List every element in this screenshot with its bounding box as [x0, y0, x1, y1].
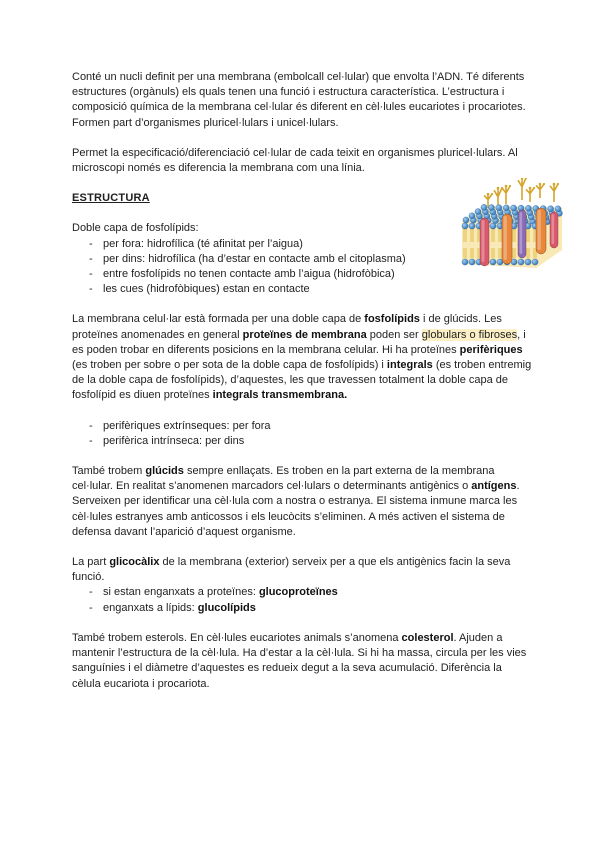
intro-paragraph-1: Conté un nucli definit per una membrana (embolcall cel·lular) que envolta l’ADN. Té diferents estructures (orgànuls) els quals tenen una funció i estructura característica. L’estructura i composició química de la membrana cel·lular és diferent en cèl·lules eucariotes i procariotes. Formen part d’organismes pluricel·lulars i unicel·lulars. — [72, 71, 526, 129]
text-run: si estan enganxats a proteïnes: — [103, 586, 259, 599]
term-integrals-transmembrana: integrals transmembrana. — [212, 389, 348, 402]
list-item: - entre fosfolípids no tenen contacte amb l’aigua (hidrofòbica) — [89, 267, 532, 282]
term-glucoproteines: glucoproteïnes — [258, 586, 338, 599]
text-run: La part — [72, 556, 110, 569]
text-run: , i es poden trobar en diferents posicions en la membrana celular. Hi ha proteïnes — [72, 328, 526, 356]
text-run: . Ajuden a mantenir l’estructura de la cèl·lula. Ha d’estar a la cèl·lula. Si hi ha massa, circula per les vies sanguínies i el diàmetre d’aquestes es redueix degut a la seva acumulació. Diferència la cèlula eucariota i procariota. — [72, 631, 527, 690]
text-run: (es troben per sobre o per sota de la doble capa de fosfolípids) i — [72, 359, 387, 372]
section-heading: ESTRUCTURA — [72, 192, 150, 205]
glycocalyx-paragraph — [72, 555, 532, 585]
text-run: de la membrana (exterior) serveix per a que els antigènics facin la seva funció. — [72, 556, 511, 584]
term-proteines-membrana: proteïnes de membrana — [242, 328, 367, 341]
sterols-paragraph — [72, 631, 532, 692]
text-run: sempre enllaçats. Es troben en la part externa de la membrana cel·lular. En realitat s’anomenen marcadors cel·lulars o determinants antigènics o — [72, 465, 495, 493]
term-integrals: integrals — [386, 359, 433, 372]
list-item — [89, 601, 532, 616]
list-item: - les cues (hidrofòbiques) estan en contacte — [89, 282, 532, 297]
text-run: També trobem — [72, 465, 146, 478]
list-item: - per fora: hidrofílica (té afinitat per l’aigua) — [89, 237, 532, 252]
text-run: i de glúcids. Les proteïnes anomenades en general — [72, 313, 502, 341]
text-run: La membrana celul·lar està formada per una doble capa de — [72, 313, 365, 326]
cell-membrane-illustration — [458, 178, 564, 274]
term-fosfolipids: fosfolípids — [364, 313, 420, 326]
glycocalyx-list — [72, 585, 532, 615]
term-glicocalix: glicocàlix — [109, 556, 160, 569]
term-colesterol: colesterol — [401, 631, 454, 644]
list-item: - per dins: hidrofílica (ha d’estar en contacte amb el citoplasma) — [89, 252, 532, 267]
highlighted-text: globulars o fibroses — [421, 328, 518, 341]
list-item: - perifèrica intrínseca: per dins — [89, 434, 532, 449]
term-glucolipids: glucolípids — [197, 601, 256, 614]
document-body — [72, 70, 532, 692]
intro-paragraph-2: Permet la especificació/diferenciació cel·lular de cada teixit en organismes pluricel·lulars. Al microscopi només es diferencia la membrana com una línia. — [72, 146, 518, 175]
text-run: poden ser — [366, 328, 422, 341]
term-periferiques: perifèriques — [459, 343, 523, 356]
list-item — [89, 585, 532, 600]
term-glucids: glúcids — [145, 465, 184, 478]
text-run: . Serveixen per identificar una cèl·lula com a nostra o estranya. El sistema inmune marca les cèl·lules estranyes amb anticossos i els leucòcits s’eliminen. A més activen el sistema de defensa davant l’aparició d’aquest organisme. — [72, 480, 520, 538]
proteins-list — [72, 419, 532, 449]
text-run: (es troben entremig de la doble capa de fosfolípids), d’aquestes, les que travessen totalment la doble capa de fosfolípid es diuen proteïnes — [72, 359, 532, 402]
glucids-paragraph — [72, 464, 532, 540]
bilayer-intro: Doble capa de fosfolípids: — [72, 222, 199, 235]
text-run: enganxats a lípids: — [103, 601, 198, 614]
text-run: També trobem esterols. En cèl·lules eucariotes animals s’anomena — [72, 631, 402, 644]
proteins-paragraph — [72, 312, 532, 403]
list-item: - perifèriques extrínseques: per fora — [89, 419, 532, 434]
term-antigens: antígens — [471, 480, 517, 493]
